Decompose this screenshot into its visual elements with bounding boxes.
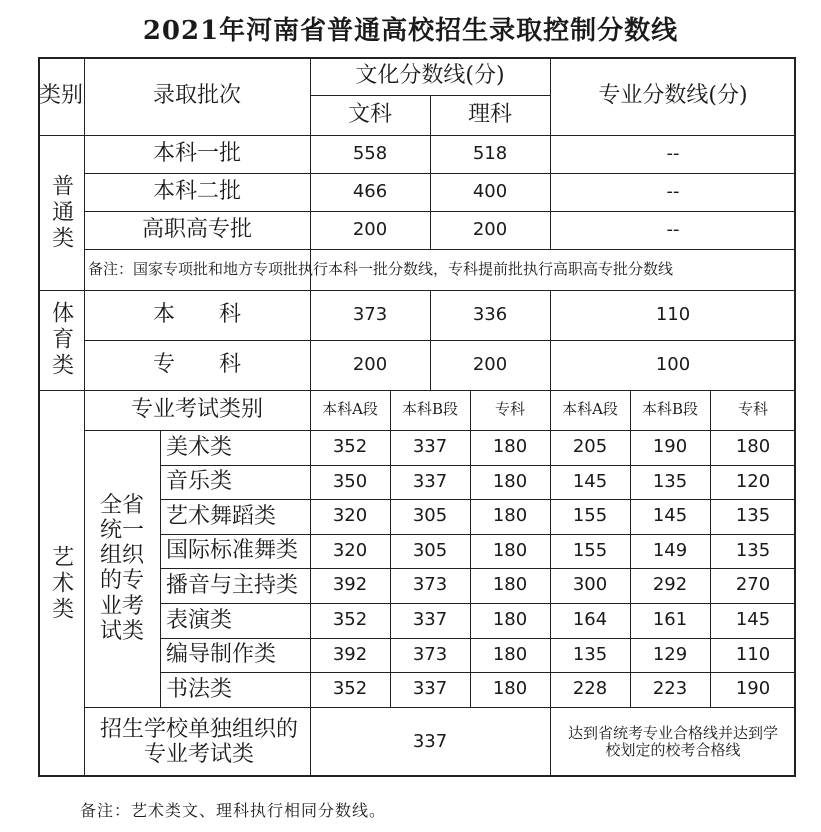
rule — [430, 95, 431, 135]
art-score: 129 — [652, 643, 688, 665]
art-score: 110 — [735, 643, 771, 665]
art-category-name: 国际标准舞类 — [166, 538, 299, 564]
art-col-header: 本科A段 — [322, 400, 378, 419]
tiyu-label: 体育类 — [48, 301, 74, 379]
art-score: 305 — [412, 539, 448, 561]
tiyu-wen-score: 200 — [352, 353, 388, 375]
rule — [84, 211, 796, 212]
putong-li-score: 200 — [472, 218, 508, 240]
art-score: 352 — [332, 678, 368, 700]
putong-batch-name: 高职高专批 — [141, 217, 252, 243]
putong-major-score: -- — [666, 180, 680, 202]
rule — [160, 603, 796, 604]
art-score: 337 — [412, 470, 448, 492]
art-score: 180 — [492, 608, 528, 630]
art-category-name: 书法类 — [166, 676, 233, 702]
putong-note: 备注：国家专项批和地方专项批执行本科一批分数线，专科提前批执行高职高专批分数线 — [88, 259, 674, 278]
art-score: 190 — [735, 678, 771, 700]
art-col-header: 本科A段 — [562, 400, 618, 419]
footer-note: 备注：艺术类文、理科执行相同分数线。 — [80, 801, 387, 820]
art-score: 392 — [332, 574, 368, 596]
art-score: 180 — [492, 435, 528, 457]
art-category-name: 艺术舞蹈类 — [166, 503, 277, 529]
putong-wen-score: 466 — [352, 180, 388, 202]
art-category-name: 表演类 — [166, 607, 233, 633]
art-score: 190 — [652, 435, 688, 457]
putong-wen-score: 200 — [352, 218, 388, 240]
art-col-header: 专科 — [737, 400, 768, 419]
yishu-label: 艺术类 — [48, 544, 74, 623]
art-score: 155 — [572, 505, 608, 527]
art-score: 135 — [735, 505, 771, 527]
art-score: 352 — [332, 608, 368, 630]
art-score: 320 — [332, 505, 368, 527]
putong-li-score: 518 — [472, 142, 508, 164]
tiyu-batch-name: 本 科 — [152, 302, 241, 328]
rule — [310, 95, 550, 96]
art-score: 223 — [652, 678, 688, 700]
rule — [160, 534, 796, 535]
tiyu-major-score: 100 — [655, 353, 691, 375]
art-score: 149 — [652, 539, 688, 561]
art-score: 373 — [412, 574, 448, 596]
rule — [84, 340, 796, 341]
art-score: 180 — [492, 539, 528, 561]
tiyu-li-score: 200 — [472, 353, 508, 375]
putong-major-score: -- — [666, 218, 680, 240]
art-score: 135 — [735, 539, 771, 561]
rule — [430, 135, 431, 249]
rule — [84, 290, 85, 390]
page-title: 2021年河南省普通高校招生录取控制分数线 — [142, 16, 679, 46]
rule — [390, 390, 391, 707]
school-culture-score: 337 — [412, 730, 448, 752]
art-score: 145 — [652, 505, 688, 527]
art-col-header: 本科B段 — [641, 400, 699, 419]
art-score: 164 — [572, 608, 608, 630]
art-score: 180 — [492, 643, 528, 665]
putong-li-score: 400 — [472, 180, 508, 202]
category-header: 类别 — [38, 83, 83, 109]
rule — [470, 390, 471, 707]
school-exam-label: 招生学校单独组织的专业考试类 — [99, 716, 298, 767]
putong-wen-score: 558 — [352, 142, 388, 164]
art-score: 228 — [572, 678, 608, 700]
art-category-name: 美术类 — [166, 434, 233, 460]
art-score: 161 — [652, 608, 688, 630]
rule — [160, 568, 796, 569]
art-score: 337 — [412, 608, 448, 630]
major-header: 专业分数线(分) — [598, 83, 748, 109]
art-score: 300 — [572, 574, 608, 596]
school-major-requirement: 达到省统考专业合格线并达到学校划定的校考合格线 — [567, 723, 778, 759]
art-score: 145 — [735, 608, 771, 630]
art-score: 120 — [735, 470, 771, 492]
art-category-name: 编导制作类 — [166, 642, 277, 668]
rule — [630, 390, 631, 707]
art-group-label: 全省统一组织的专业考试类 — [99, 492, 144, 644]
rule — [160, 672, 796, 673]
rule — [550, 57, 551, 135]
putong-batch-name: 本科一批 — [152, 141, 241, 167]
art-score: 180 — [492, 574, 528, 596]
art-score: 145 — [572, 470, 608, 492]
rule — [160, 638, 796, 639]
art-score: 320 — [332, 539, 368, 561]
art-score: 180 — [492, 505, 528, 527]
rule — [160, 499, 796, 500]
art-score: 135 — [572, 643, 608, 665]
art-score: 180 — [492, 678, 528, 700]
tiyu-li-score: 336 — [472, 303, 508, 325]
score-table — [38, 57, 796, 777]
rule — [310, 290, 311, 390]
putong-major-score: -- — [666, 142, 680, 164]
art-col-header: 本科B段 — [401, 400, 459, 419]
rule — [710, 390, 711, 707]
putong-batch-name: 本科二批 — [152, 179, 241, 205]
batch-header: 录取批次 — [152, 83, 241, 109]
art-score: 373 — [412, 643, 448, 665]
art-score: 337 — [412, 435, 448, 457]
art-score: 337 — [412, 678, 448, 700]
rule — [84, 173, 796, 174]
li-header: 理科 — [467, 102, 512, 128]
art-score: 392 — [332, 643, 368, 665]
putong-label: 普通类 — [48, 173, 74, 252]
rule — [550, 135, 551, 249]
rule — [160, 465, 796, 466]
art-score: 305 — [412, 505, 448, 527]
art-score: 292 — [652, 574, 688, 596]
art-score: 135 — [652, 470, 688, 492]
rule — [430, 290, 431, 390]
art-category-name: 音乐类 — [166, 469, 233, 495]
art-score: 352 — [332, 435, 368, 457]
art-score: 155 — [572, 539, 608, 561]
rule — [550, 290, 551, 390]
art-col-header: 专科 — [494, 400, 525, 419]
culture-header: 文化分数线(分) — [355, 63, 505, 89]
art-score: 180 — [492, 470, 528, 492]
art-score: 270 — [735, 574, 771, 596]
tiyu-major-score: 110 — [655, 303, 691, 325]
art-score: 350 — [332, 470, 368, 492]
wen-header: 文科 — [347, 102, 392, 128]
art-type-header: 专业考试类别 — [130, 397, 263, 423]
tiyu-wen-score: 373 — [352, 303, 388, 325]
art-category-name: 播音与主持类 — [166, 573, 299, 599]
tiyu-batch-name: 专 科 — [152, 352, 241, 378]
art-score: 180 — [735, 435, 771, 457]
art-score: 205 — [572, 435, 608, 457]
